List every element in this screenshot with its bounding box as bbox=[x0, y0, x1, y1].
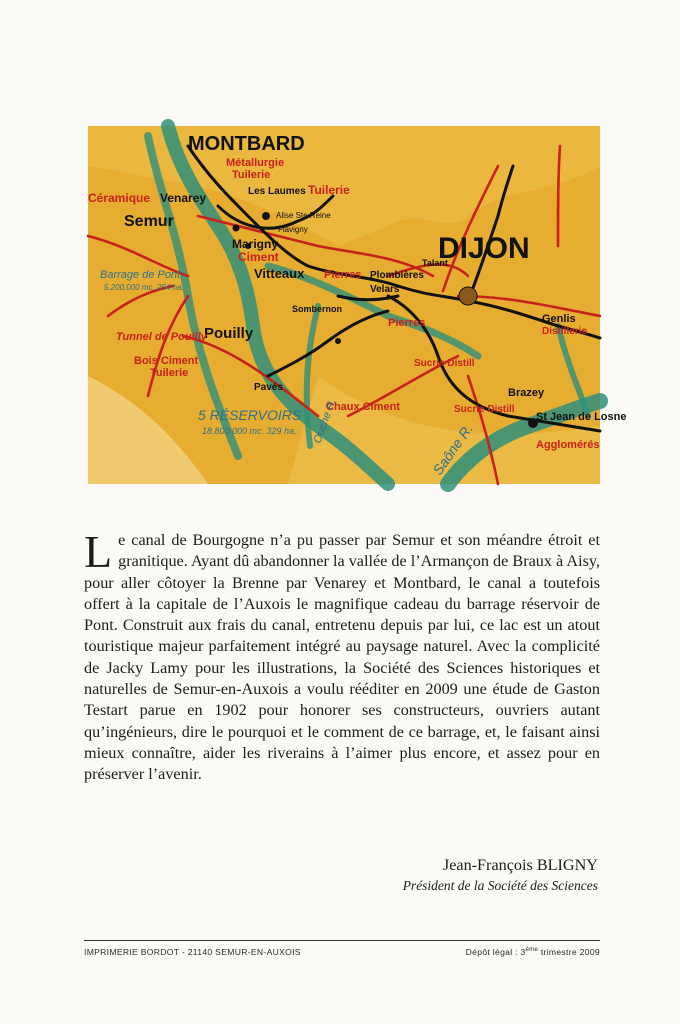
label-reservoirs: 5 RÉSERVOIRS bbox=[198, 407, 302, 423]
label-tunnel: Tunnel de Pouilly bbox=[116, 331, 207, 343]
signature-name: Jean-François BLIGNY bbox=[442, 856, 598, 874]
footer-legal-suffix: trimestre 2009 bbox=[538, 947, 600, 957]
label-barrage-volume: 5.200.000 mc. 254 ha. bbox=[104, 283, 184, 292]
footer-printer: IMPRIMERIE BORDOT - 21140 SEMUR-EN-AUXOIS bbox=[84, 947, 301, 957]
label-talant: Talant bbox=[422, 258, 448, 268]
label-tuilerie-laumes: Tuilerie bbox=[308, 183, 350, 197]
label-plombieres: Plombières bbox=[370, 270, 424, 281]
map-graphic bbox=[88, 126, 627, 484]
label-saone: Saône R. bbox=[429, 420, 476, 478]
label-distillerie-genlis: Distillerie bbox=[542, 326, 588, 337]
label-alise: Alise Ste Reine bbox=[276, 211, 331, 220]
label-marigny: Marigny bbox=[232, 237, 279, 251]
label-bois-ciment: Bois Ciment bbox=[134, 355, 199, 367]
label-flavigny: Flavigny bbox=[278, 225, 308, 234]
label-brazey: Brazey bbox=[508, 387, 545, 399]
footer-legal bbox=[466, 947, 600, 957]
footer-legal-prefix: Dépôt légal : 3 bbox=[465, 947, 526, 957]
footer-legal-sup: ème bbox=[525, 947, 539, 954]
label-semur: Semur bbox=[124, 213, 174, 230]
dropcap: L bbox=[84, 526, 113, 577]
label-metallurgie: Métallurgie bbox=[226, 157, 285, 169]
label-ouche: Ouche R. bbox=[311, 397, 339, 446]
label-pouilly: Pouilly bbox=[204, 325, 254, 342]
label-pierres-vitteaux: Pierres bbox=[324, 269, 362, 281]
label-st-jean: St Jean de Losne bbox=[536, 411, 627, 423]
label-ceramique: Céramique bbox=[88, 191, 151, 205]
label-tuilerie-montbard: Tuilerie bbox=[232, 169, 271, 181]
label-pierres-dijon: Pierres bbox=[388, 317, 426, 329]
label-tuilerie-pouilly: Tuilerie bbox=[150, 367, 189, 379]
label-genlis: Genlis bbox=[542, 313, 576, 325]
label-velars: Velars bbox=[370, 284, 400, 295]
label-sucrerie-2: Sucrie Distill bbox=[454, 404, 515, 415]
canal-map bbox=[88, 126, 627, 484]
label-les-laumes: Les Laumes bbox=[248, 186, 306, 197]
signature-title: Président de la Société des Sciences bbox=[402, 878, 598, 893]
label-dijon: DIJON bbox=[438, 232, 530, 265]
label-chaux-ciment: Chaux Ciment bbox=[326, 401, 400, 413]
label-barrage-pont: Barrage de Pont bbox=[100, 269, 181, 281]
label-paves: Pavés bbox=[254, 382, 283, 393]
label-reservoirs-volume: 18.800.000 mc. 329 ha. bbox=[202, 426, 297, 436]
label-venarey: Venarey bbox=[160, 191, 207, 205]
label-agglomeres: Agglomérés bbox=[536, 439, 600, 451]
paragraph-text: e canal de Bourgogne n’a pu passer par Semur et son méandre étroit et granitique. Ayant dû abandonner la vallée de l’Armançon de Braux à Aisy, pour aller côtoyer la Brenne par Venarey et Montbard, le canal a toutefois offert à la capitale de l’Auxois le magnifique cadeau du barrage réservoir de Pont. Construit aux frais du canal, entretenu depuis par lui, ce lac est un atout touristique majeur parfaitement intégré au paysage naturel. Avec la complicité de Jacky Lamy pour les illustrations, la Société des Sciences historiques et naturelles de Semur-en-Auxois a voulu rééditer en 2009 une étude de Gaston Testart parue en 1902 pour honorer ses constructeurs, ouvriers autant qu’ingénieurs, dire le pourquoi et le comment de ce barrage, et, le faisant ainsi mieux connaître, aider les riverains à l’aimer plus encore, et assez pour en préserver l’avenir. bbox=[84, 531, 600, 784]
label-ciment-marigny: Ciment bbox=[238, 250, 279, 264]
footer-rule bbox=[84, 940, 600, 941]
label-sombernon: Sombernon bbox=[292, 304, 343, 314]
label-sucrerie-1: Sucrie Distill bbox=[414, 358, 475, 369]
label-vitteaux: Vitteaux bbox=[254, 266, 305, 281]
intro-paragraph bbox=[84, 526, 600, 786]
label-montbard: MONTBARD bbox=[188, 133, 305, 155]
